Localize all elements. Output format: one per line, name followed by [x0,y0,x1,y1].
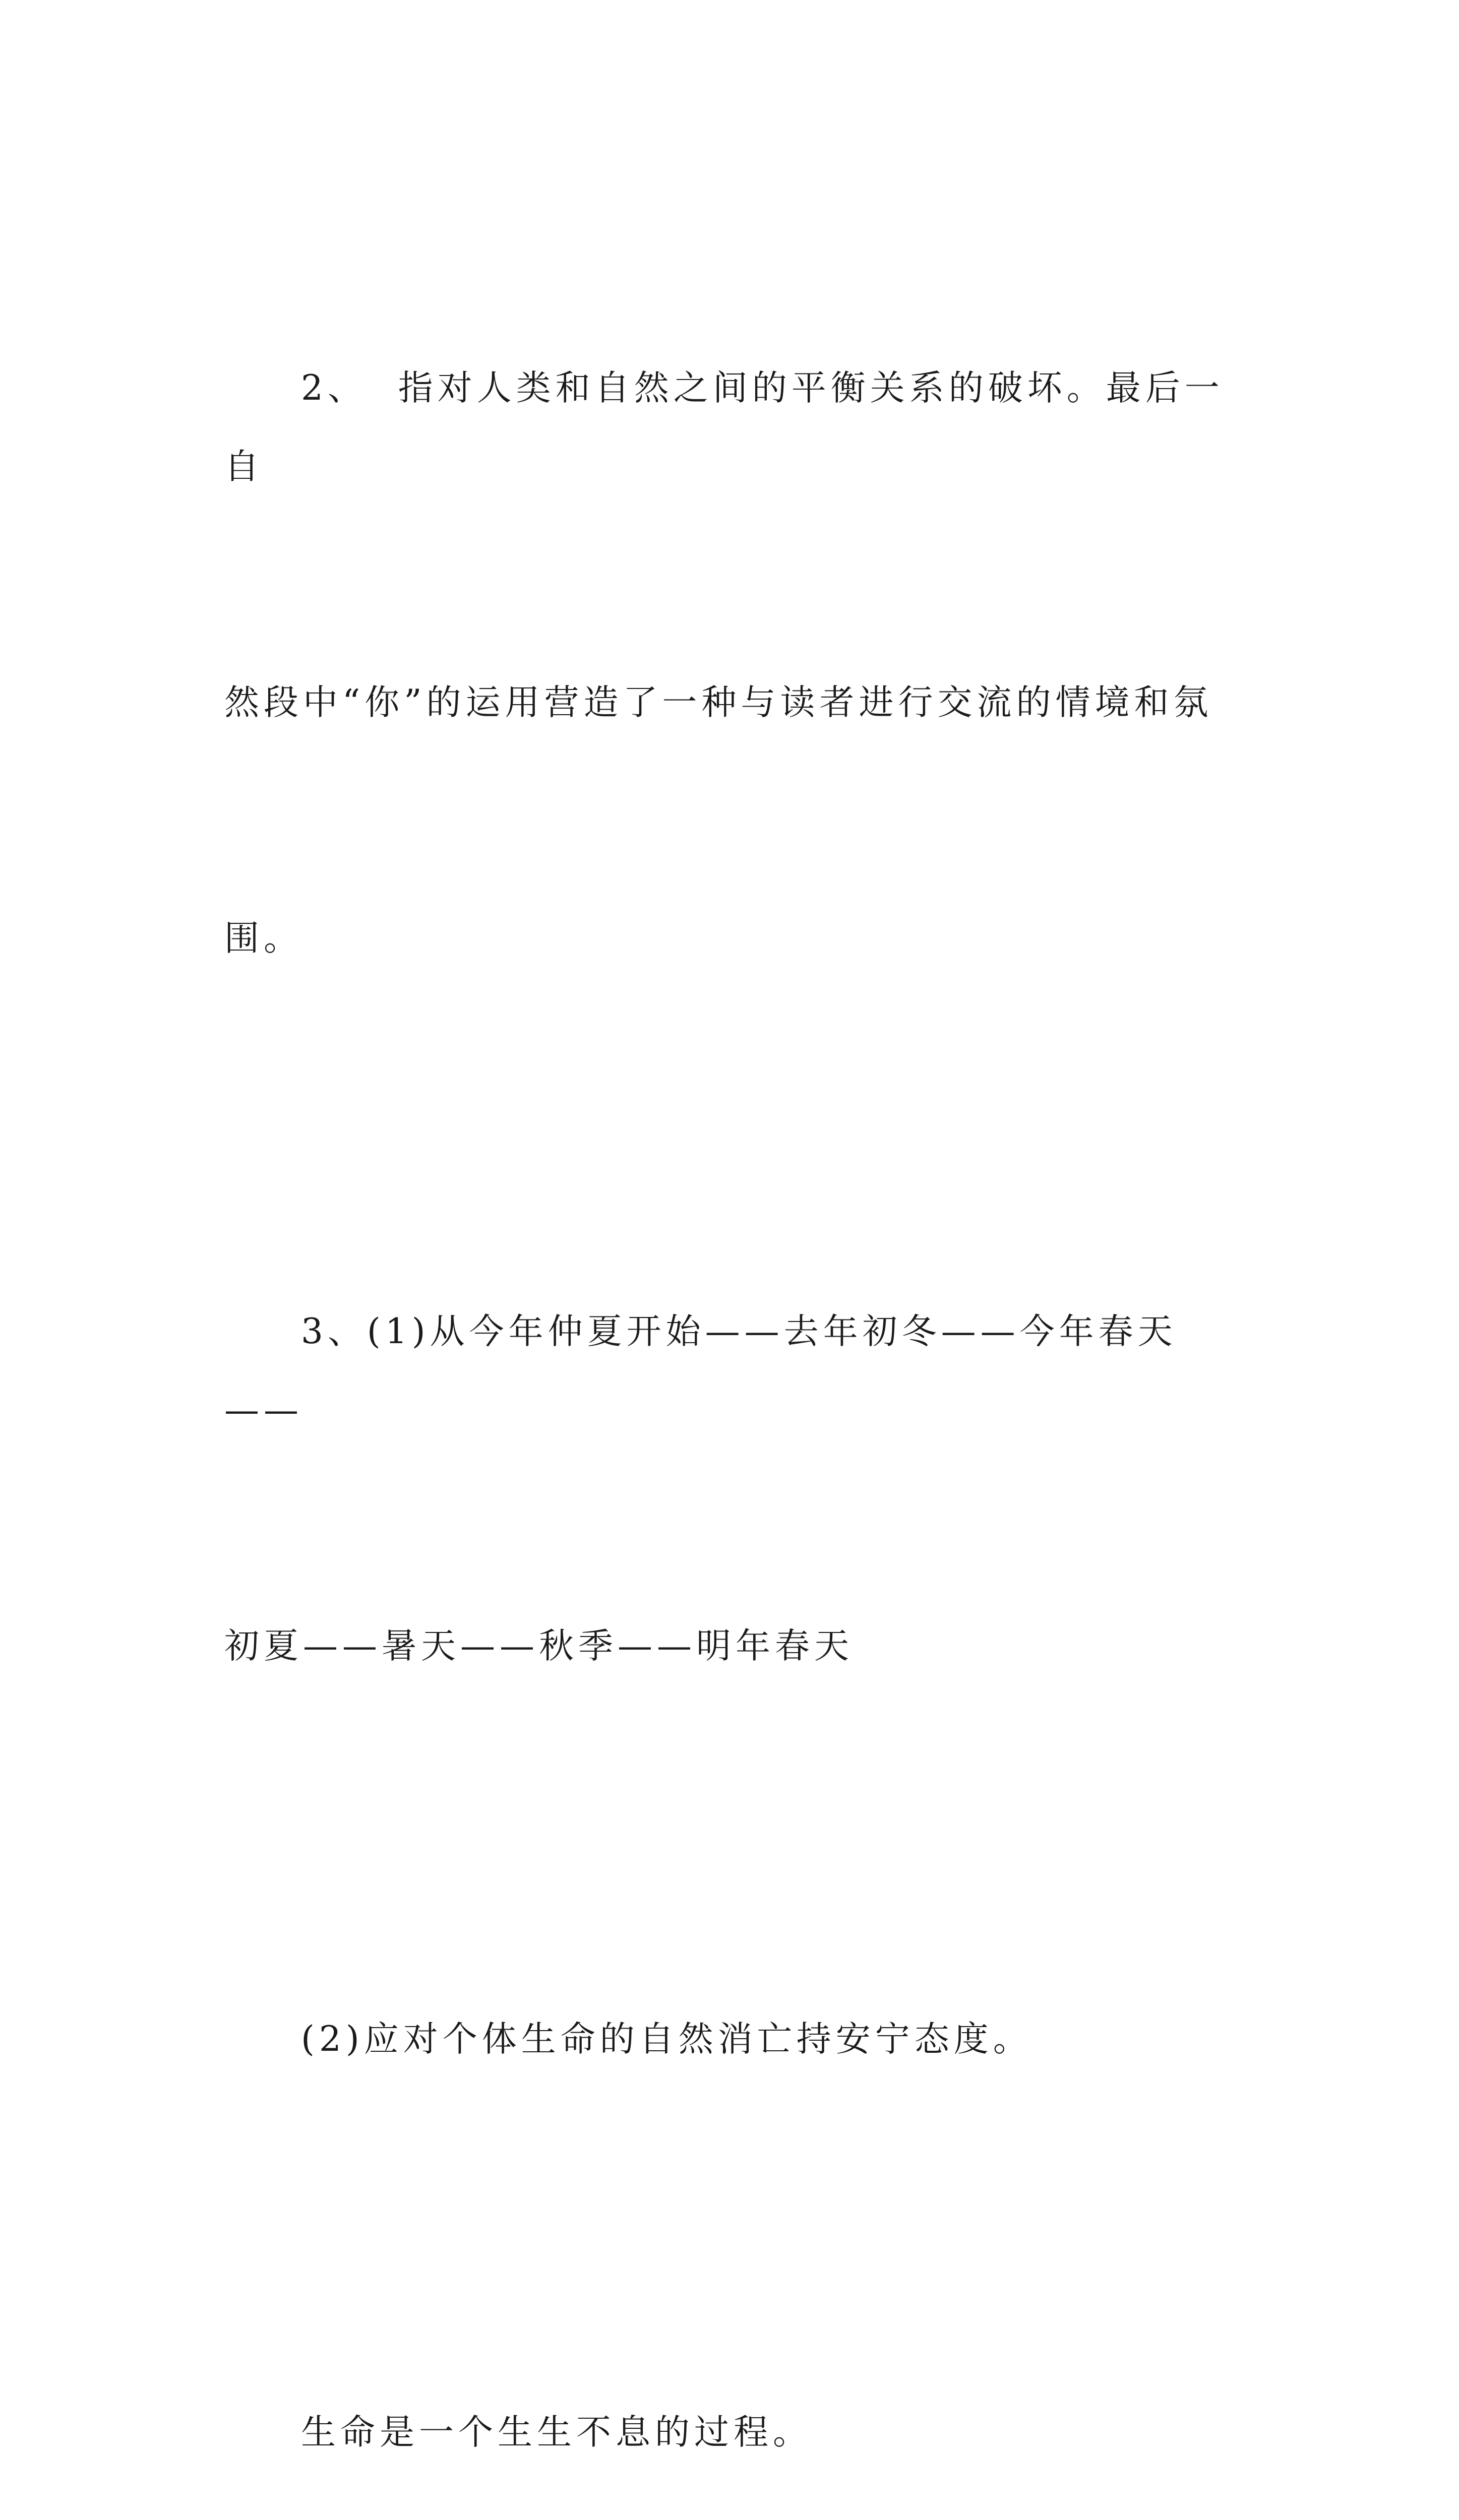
answer-2-line-1: 2、 指对人类和自然之间的平衡关系的破坏。最后一自 [224,368,1224,487]
answer-3-3-paragraph [224,2236,1253,2520]
answer-3-1-line-2: 初夏——暑天——秋季——明年春天 [224,1626,854,1666]
document-body [224,192,1253,2520]
answer-3-3-line-1: 生命是一个生生不息的过程。 [301,2412,812,2452]
answer-3-1-paragraph [224,1135,1253,1843]
answer-2-line-3: 围。 [224,918,303,959]
answer-2-line-2: 然段中“你”的运用营造了一种与读者进行交流的情境和氛 [224,682,1213,723]
answer-3-2-line-1: (2)应对个体生命的自然消亡持安宁态度。 [301,2019,1032,2059]
answer-3-1-line-1: 3、(1)从今年仲夏开始——去年初冬——今年春天—— [224,1311,1177,1430]
answer-2-paragraph [224,192,1253,1135]
answer-3-2-paragraph [224,1843,1253,2236]
